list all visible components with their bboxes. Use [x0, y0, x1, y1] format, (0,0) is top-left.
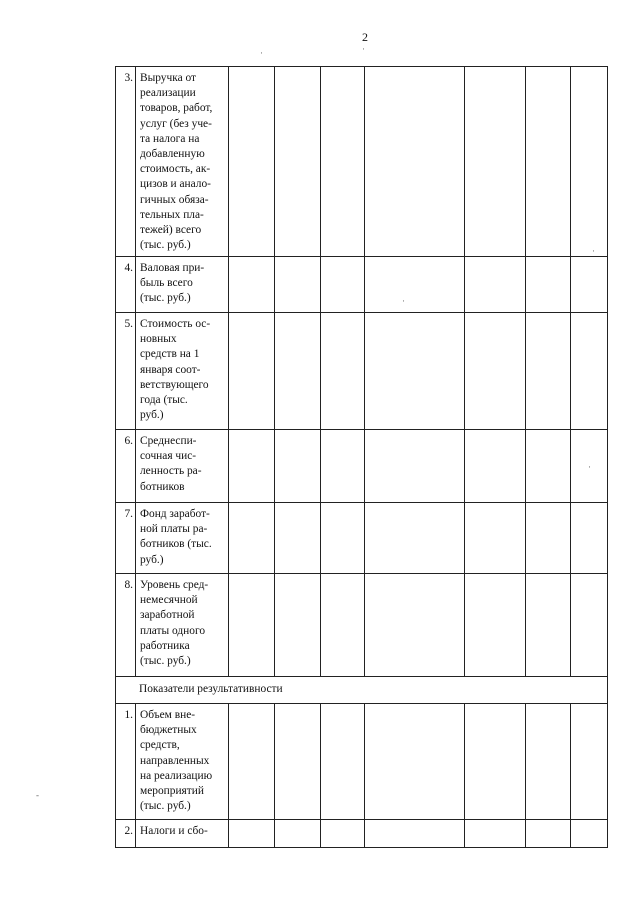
scan-speck: ·: [260, 48, 263, 58]
value-cell: [465, 820, 526, 848]
table-row: [116, 313, 608, 430]
value-cell: [321, 430, 365, 503]
value-cell: [526, 257, 571, 313]
indicator-name-line: бюджетных: [140, 724, 197, 737]
row-number: 3.: [116, 67, 136, 257]
scan-speck: -: [36, 790, 39, 800]
value-cell: [229, 704, 275, 820]
row-number: 6.: [116, 430, 136, 503]
value-cell: [321, 503, 365, 574]
value-cell: [571, 67, 608, 257]
value-cell: [465, 257, 526, 313]
indicator-name-line: быль всего: [140, 277, 193, 290]
indicator-name-line: ленность ра-: [140, 465, 202, 478]
scan-speck: ·: [402, 296, 405, 306]
indicator-name: [136, 574, 229, 677]
value-cell: [526, 704, 571, 820]
value-cell: [321, 704, 365, 820]
value-cell: [365, 574, 465, 677]
value-cell: [526, 574, 571, 677]
indicator-name-line: стоимость, ак-: [140, 163, 211, 176]
indicator-name-line: Валовая при-: [140, 262, 205, 274]
indicator-name-line: ной платы ра-: [140, 523, 208, 536]
indicator-name-line: товаров, работ,: [140, 102, 213, 115]
scan-speck: ·: [588, 462, 591, 472]
value-cell: [571, 257, 608, 313]
section-title: Показатели результативности: [116, 677, 608, 704]
table-row: [116, 704, 608, 820]
indicator-name-line: января соот-: [140, 363, 201, 376]
indicator-name-line: новных: [140, 333, 177, 346]
indicator-name-line: на реализацию: [140, 769, 213, 782]
row-number: 4.: [116, 257, 136, 313]
indicator-name-line: средств,: [140, 739, 180, 752]
table-row: [116, 67, 608, 257]
indicator-name: [136, 704, 229, 820]
indicator-name-line: (тыс. руб.): [140, 800, 191, 813]
value-cell: [571, 820, 608, 848]
indicator-name-line: Объем вне-: [140, 709, 196, 721]
value-cell: [365, 67, 465, 257]
indicator-name-line: немесячной: [140, 594, 198, 607]
value-cell: [526, 313, 571, 430]
indicator-name-line: (тыс. руб.): [140, 655, 191, 668]
value-cell: [465, 430, 526, 503]
value-cell: [321, 257, 365, 313]
indicator-name: [136, 257, 229, 313]
indicator-name-line: Выручка от: [140, 72, 197, 84]
indicator-name: [136, 820, 229, 848]
value-cell: [229, 503, 275, 574]
indicator-name-line: руб.): [140, 553, 164, 566]
value-cell: [571, 503, 608, 574]
indicators-table: [115, 66, 608, 848]
row-number: 5.: [116, 313, 136, 430]
value-cell: [275, 313, 321, 430]
indicator-name: [136, 67, 229, 257]
value-cell: [465, 313, 526, 430]
table-row: [116, 503, 608, 574]
indicator-name-line: (тыс. руб.): [140, 239, 191, 252]
indicator-name-line: платы одного: [140, 624, 206, 637]
value-cell: [275, 430, 321, 503]
indicator-name-line: добавленную: [140, 148, 205, 161]
value-cell: [275, 820, 321, 848]
value-cell: [465, 503, 526, 574]
indicator-name-line: Налоги и сбо-: [140, 825, 208, 837]
indicator-name-line: Среднеспи-: [140, 435, 197, 447]
indicator-name-line: ботников (тыс.: [140, 538, 212, 551]
value-cell: [321, 67, 365, 257]
indicator-name-line: Стоимость ос-: [140, 318, 211, 330]
indicator-name-line: реализации: [140, 87, 196, 100]
indicator-name: [136, 313, 229, 430]
indicator-name-line: тельных пла-: [140, 208, 204, 221]
value-cell: [229, 257, 275, 313]
value-cell: [229, 574, 275, 677]
value-cell: [229, 430, 275, 503]
value-cell: [275, 704, 321, 820]
indicator-name-line: ветствующего: [140, 378, 209, 391]
indicator-name-line: ботников: [140, 480, 185, 493]
value-cell: [321, 313, 365, 430]
scan-speck: ·: [362, 44, 365, 54]
indicator-name-line: года (тыс.: [140, 394, 188, 407]
value-cell: [526, 430, 571, 503]
value-cell: [526, 820, 571, 848]
value-cell: [275, 574, 321, 677]
section-row: [116, 677, 608, 704]
indicator-name-line: (тыс. руб.): [140, 292, 191, 305]
value-cell: [526, 503, 571, 574]
indicator-name-line: направленных: [140, 754, 210, 767]
value-cell: [365, 257, 465, 313]
value-cell: [571, 313, 608, 430]
indicator-name-line: тежей) всего: [140, 224, 202, 237]
indicator-name-line: сочная чис-: [140, 450, 197, 463]
value-cell: [465, 67, 526, 257]
value-cell: [321, 574, 365, 677]
indicator-name-line: Уровень сред-: [140, 579, 209, 591]
indicator-name-line: гичных обяза-: [140, 193, 209, 206]
value-cell: [365, 820, 465, 848]
indicator-name-line: цизов и анало-: [140, 178, 211, 191]
indicator-name: [136, 430, 229, 503]
row-number: 7.: [116, 503, 136, 574]
row-number: 8.: [116, 574, 136, 677]
indicator-name-line: работника: [140, 639, 190, 652]
value-cell: [275, 257, 321, 313]
table-row: [116, 430, 608, 503]
value-cell: [365, 313, 465, 430]
value-cell: [571, 574, 608, 677]
value-cell: [365, 704, 465, 820]
value-cell: [526, 67, 571, 257]
value-cell: [465, 574, 526, 677]
value-cell: [229, 820, 275, 848]
indicator-name-line: заработной: [140, 609, 195, 622]
row-number: 2.: [116, 820, 136, 848]
value-cell: [465, 704, 526, 820]
indicator-name-line: руб.): [140, 409, 164, 422]
value-cell: [229, 313, 275, 430]
table-row: [116, 820, 608, 848]
row-number: 1.: [116, 704, 136, 820]
table-row: [116, 257, 608, 313]
table-row: [116, 574, 608, 677]
value-cell: [571, 704, 608, 820]
page-number: 2: [362, 30, 368, 44]
scan-speck: ·: [592, 246, 595, 256]
indicator-name-line: мероприятий: [140, 785, 204, 798]
indicator-name-line: та налога на: [140, 132, 200, 145]
value-cell: [275, 67, 321, 257]
value-cell: [229, 67, 275, 257]
value-cell: [365, 430, 465, 503]
value-cell: [365, 503, 465, 574]
indicator-name: [136, 503, 229, 574]
value-cell: [321, 820, 365, 848]
indicator-name-line: услуг (без уче-: [140, 117, 212, 130]
indicator-name-line: Фонд заработ-: [140, 508, 210, 520]
indicator-name-line: средств на 1: [140, 348, 200, 361]
value-cell: [275, 503, 321, 574]
